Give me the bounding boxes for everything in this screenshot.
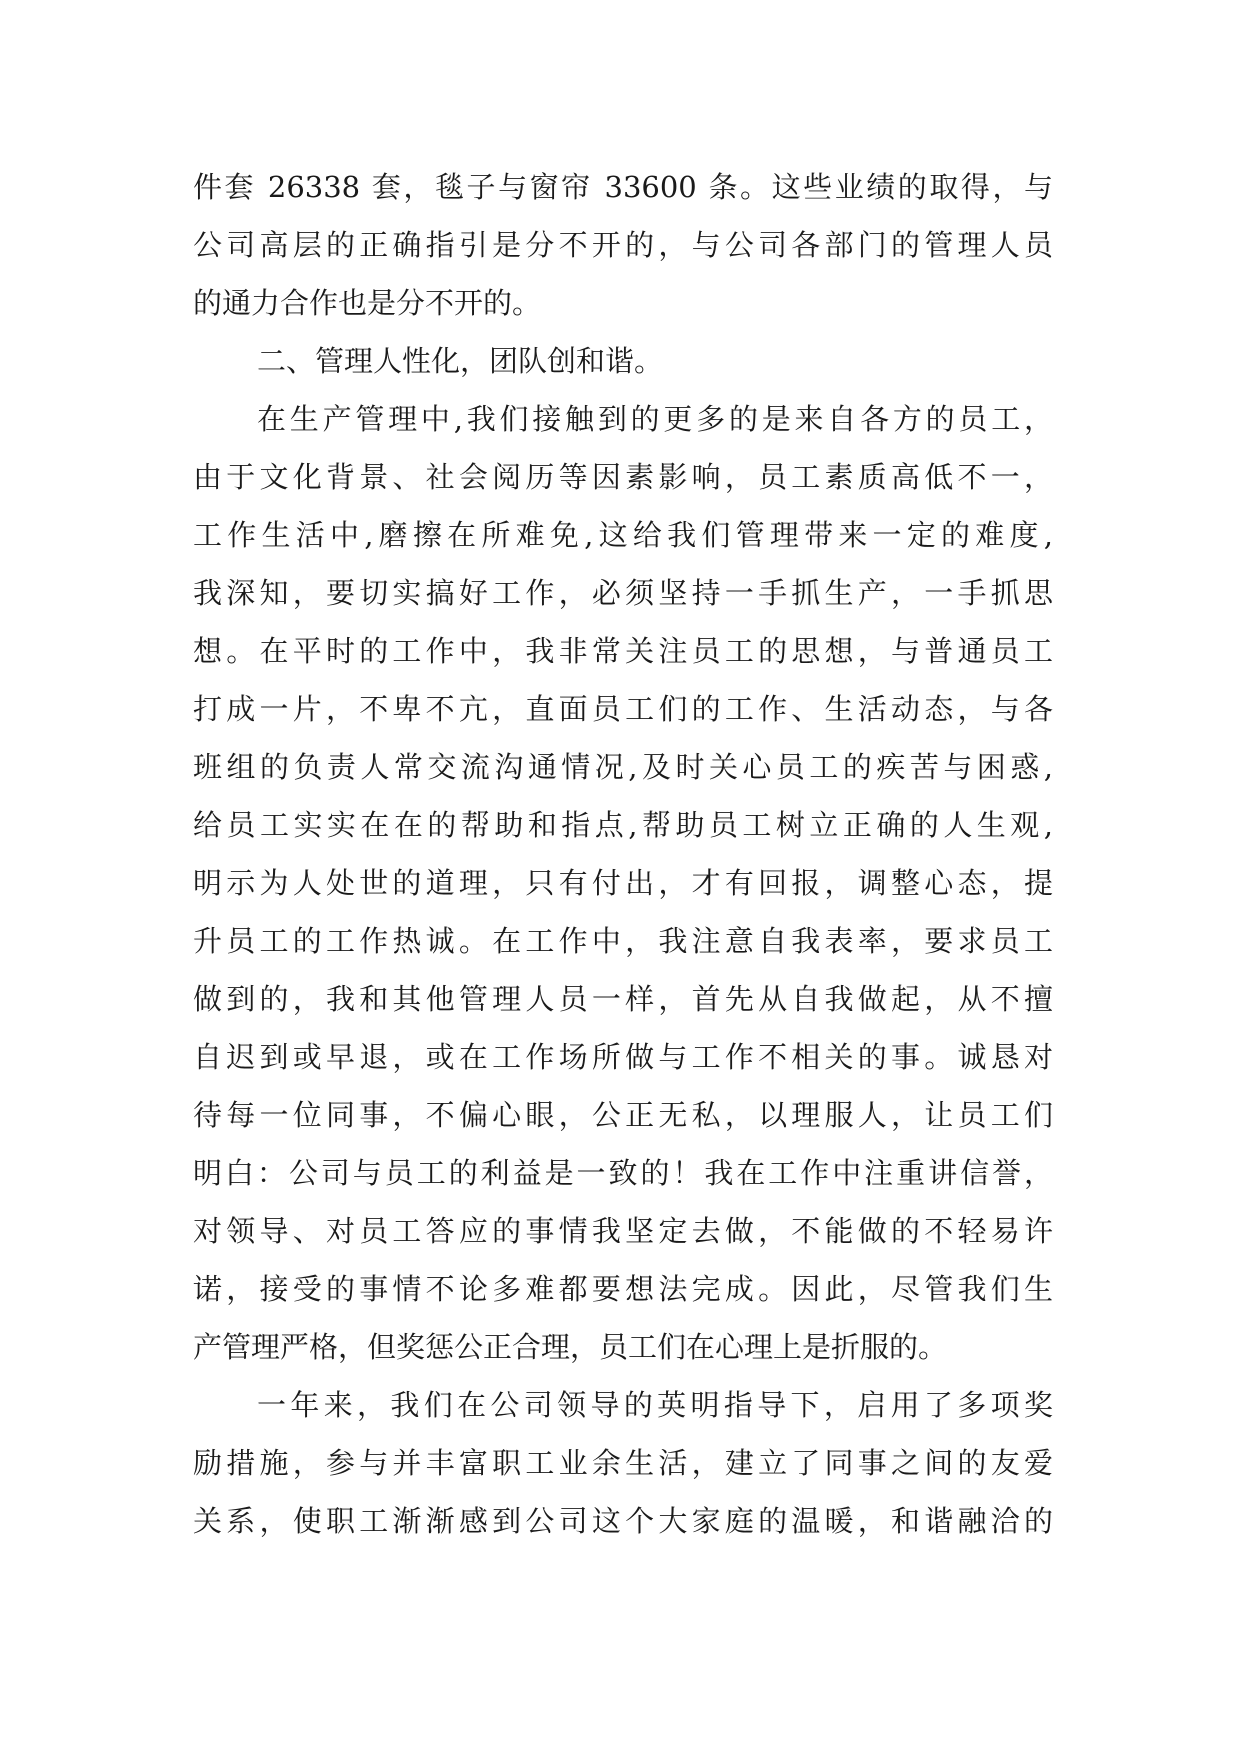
text-line: 励措施，参与并丰富职工业余生活，建立了同事之间的友爱: [193, 1446, 1053, 1480]
text-line: 对领导、对员工答应的事情我坚定去做，不能做的不轻易许: [193, 1214, 1053, 1248]
text-line: 升员工的工作热诚。在工作中，我注意自我表率，要求员工: [193, 924, 1053, 958]
text-line: 自迟到或早退，或在工作场所做与工作不相关的事。诚恳对: [193, 1040, 1053, 1074]
text-line: 关系，使职工渐渐感到公司这个大家庭的温暖，和谐融洽的: [193, 1504, 1053, 1538]
text-line: 产管理严格，但奖惩公正合理，员工们在心理上是折服的。: [193, 1330, 948, 1364]
text-line: 班组的负责人常交流沟通情况,及时关心员工的疾苦与困惑,: [193, 750, 1053, 784]
body-text: [193, 158, 1053, 1550]
section-heading: 二、管理人性化，团队创和谐。: [257, 344, 664, 378]
text-line: 明白：公司与员工的利益是一致的！我在工作中注重讲信誉，: [193, 1156, 1053, 1190]
text-line: 诺，接受的事情不论多难都要想法完成。因此，尽管我们生: [193, 1272, 1053, 1306]
text-line: 一年来，我们在公司领导的英明指导下，启用了多项奖: [257, 1388, 1053, 1422]
text-line: 做到的，我和其他管理人员一样，首先从自我做起，从不擅: [193, 982, 1053, 1016]
text-line: 明示为人处世的道理，只有付出，才有回报，调整心态，提: [193, 866, 1053, 900]
text-line: 我深知，要切实搞好工作，必须坚持一手抓生产，一手抓思: [193, 576, 1053, 610]
text-line: 想。在平时的工作中，我非常关注员工的思想，与普通员工: [193, 634, 1053, 668]
text-line: 的通力合作也是分不开的。: [193, 286, 542, 320]
text-line: 给员工实实在在的帮助和指点,帮助员工树立正确的人生观,: [193, 808, 1053, 842]
text-line: 待每一位同事，不偏心眼，公正无私，以理服人，让员工们: [193, 1098, 1053, 1132]
text-line: 件套 26338 套，毯子与窗帘 33600 条。这些业绩的取得，与: [193, 170, 1053, 204]
text-line: 由于文化背景、社会阅历等因素影响，员工素质高低不一，: [193, 460, 1053, 494]
text-line: 公司高层的正确指引是分不开的，与公司各部门的管理人员: [193, 228, 1053, 262]
text-line: 工作生活中,磨擦在所难免,这给我们管理带来一定的难度,: [193, 518, 1053, 552]
text-line: 打成一片，不卑不亢，直面员工们的工作、生活动态，与各: [193, 692, 1053, 726]
text-line: 在生产管理中,我们接触到的更多的是来自各方的员工，: [257, 402, 1053, 436]
